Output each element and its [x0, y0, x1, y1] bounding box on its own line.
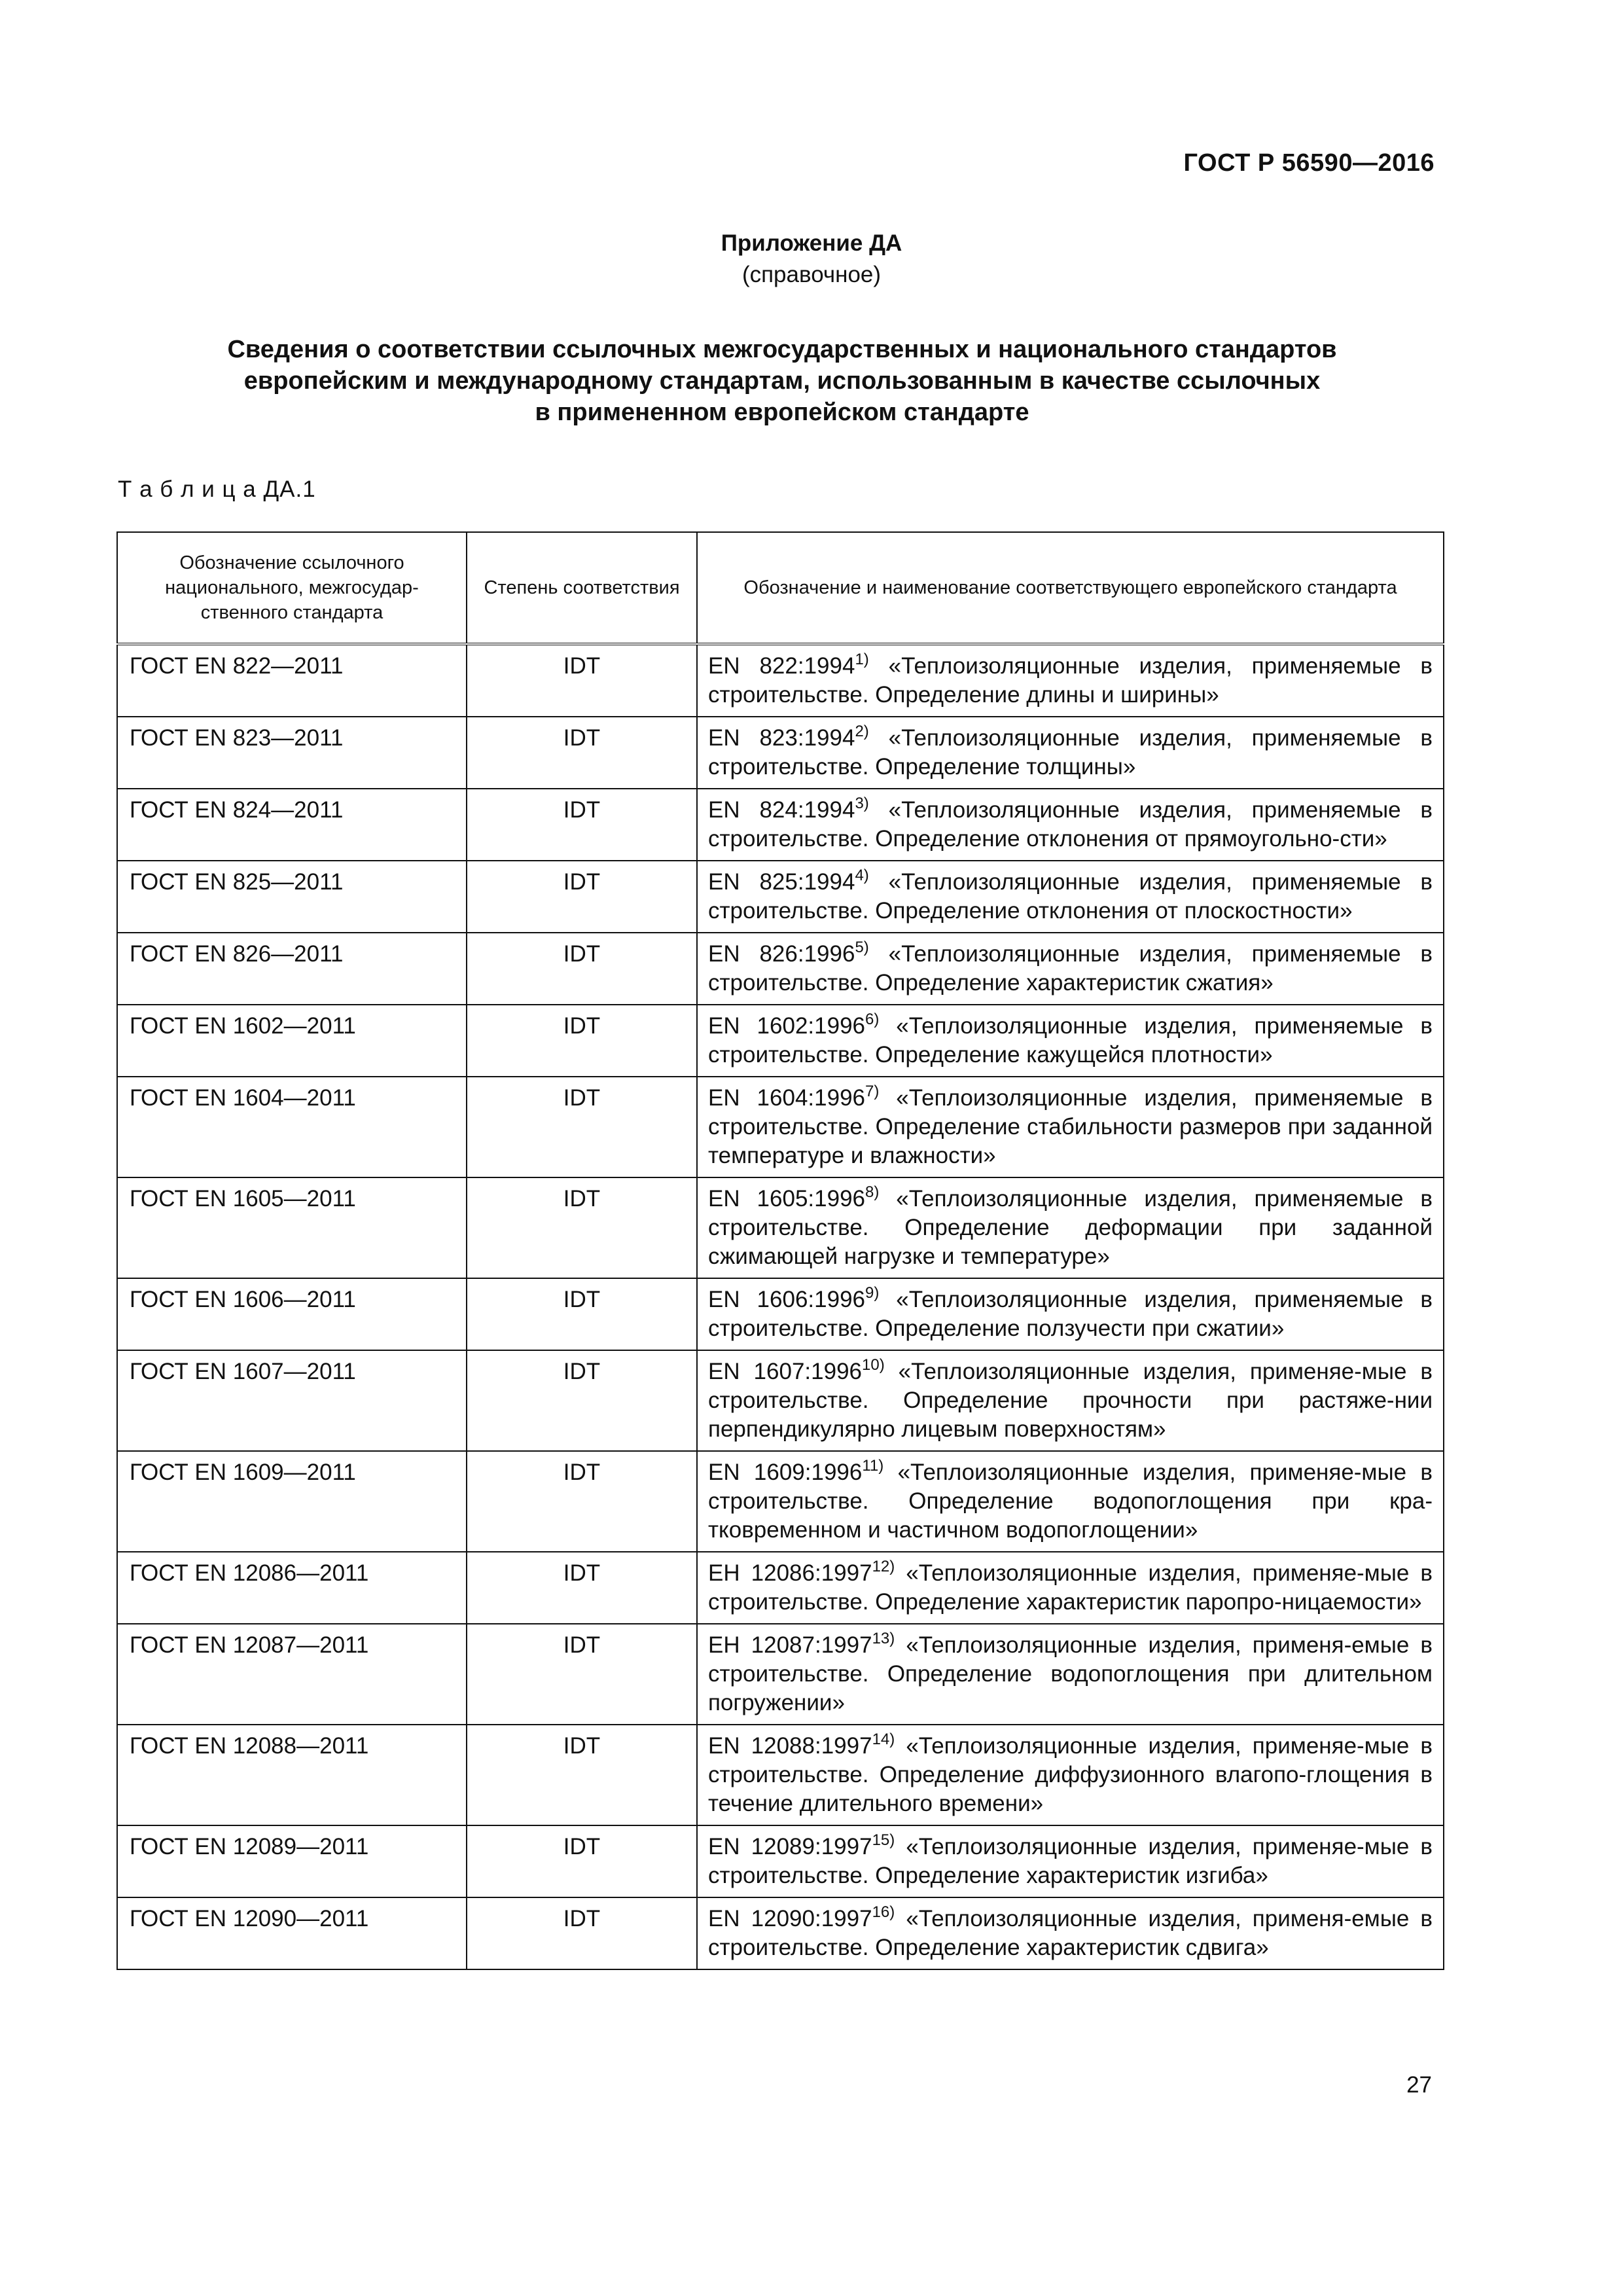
degree-cell: IDT [467, 1552, 697, 1624]
european-standard-ref: EN 824:1994 [708, 797, 855, 823]
degree-cell: IDT [467, 1278, 697, 1350]
degree-cell: IDT [467, 1725, 697, 1825]
degree-cell: IDT [467, 644, 697, 717]
national-standard-cell: ГОСТ EN 822—2011 [117, 644, 467, 717]
footnote-marker: 1) [855, 651, 869, 668]
heading-line-2: европейским и международному стандартам, использованным в качестве ссылочных [243, 367, 1321, 395]
european-standard-ref: EN 1607:1996 [708, 1359, 862, 1384]
european-standard-cell [697, 644, 1444, 717]
annex-heading [118, 334, 1446, 428]
european-standard-title: «Теплоизоляционные изделия, применя-емые в строительстве. Определение водопоглощения при длительном погружении» [708, 1632, 1433, 1715]
european-standard-title: «Теплоизоляционные изделия, применяе-мые в строительстве. Определение характеристик паропро-ницаемости» [708, 1560, 1433, 1615]
header-european-standard: Обозначение и наименование соответствующего европейского стандарта [697, 532, 1444, 644]
european-standard-ref: EN 1609:1996 [708, 1460, 863, 1485]
table-row [117, 1005, 1444, 1077]
table-row [117, 1177, 1444, 1278]
page-number: 27 [1406, 2072, 1432, 2098]
european-standard-cell [697, 1278, 1444, 1350]
footnote-marker: 6) [865, 1011, 880, 1028]
heading-line-1: Сведения о соответствии ссылочных межгосударственных и национального стандартов [227, 336, 1337, 363]
national-standard-cell: ГОСТ EN 12089—2011 [117, 1825, 467, 1897]
european-standard-cell [697, 1825, 1444, 1897]
table-row [117, 789, 1444, 861]
european-standard-cell [697, 1177, 1444, 1278]
footnote-marker: 3) [855, 795, 869, 812]
footnote-marker: 5) [855, 939, 869, 956]
degree-cell: IDT [467, 789, 697, 861]
european-standard-cell [697, 1552, 1444, 1624]
footnote-marker: 13) [872, 1630, 895, 1647]
european-standard-cell [697, 717, 1444, 789]
european-standard-title: «Теплоизоляционные изделия, применяемые в строительстве. Определение длины и ширины» [708, 653, 1433, 708]
european-standard-cell [697, 1897, 1444, 1969]
table-header-row [117, 532, 1444, 644]
document-id: ГОСТ Р 56590—2016 [1183, 149, 1435, 177]
table-row [117, 644, 1444, 717]
european-standard-ref: EN 823:1994 [708, 725, 855, 751]
national-standard-cell: ГОСТ EN 1609—2011 [117, 1451, 467, 1552]
degree-cell: IDT [467, 861, 697, 933]
european-standard-cell [697, 861, 1444, 933]
table-row [117, 1725, 1444, 1825]
annex-type: (справочное) [741, 262, 882, 287]
degree-cell: IDT [467, 1005, 697, 1077]
european-standard-cell [697, 1005, 1444, 1077]
national-standard-cell: ГОСТ EN 12090—2011 [117, 1897, 467, 1969]
footnote-marker: 4) [855, 867, 869, 884]
footnote-marker: 15) [872, 1831, 895, 1849]
degree-cell: IDT [467, 1897, 697, 1969]
national-standard-cell: ГОСТ EN 12087—2011 [117, 1624, 467, 1725]
table-body [117, 644, 1444, 1969]
european-standard-ref: EN 1605:1996 [708, 1186, 865, 1211]
footnote-marker: 2) [855, 723, 869, 740]
european-standard-title: «Теплоизоляционные изделия, применяемые в строительстве. Определение деформации при заданной сжимающей нагрузке и температуре» [708, 1186, 1433, 1269]
header-degree: Степень соответствия [467, 532, 697, 644]
european-standard-title: «Теплоизоляционные изделия, применяемые в строительстве. Определение характеристик сжатия» [708, 941, 1433, 996]
european-standard-cell [697, 1077, 1444, 1177]
european-standard-title: «Теплоизоляционные изделия, применяе-мые в строительстве. Определение характеристик изгиба» [708, 1834, 1433, 1888]
european-standard-title: «Теплоизоляционные изделия, применяемые в строительстве. Определение толщины» [708, 725, 1433, 780]
table-row [117, 933, 1444, 1005]
heading-line-3: в примененном европейском стандарте [535, 399, 1029, 426]
national-standard-cell: ГОСТ EN 1606—2011 [117, 1278, 467, 1350]
european-standard-title: «Теплоизоляционные изделия, применяемые в строительстве. Определение ползучести при сжатии» [708, 1287, 1433, 1341]
table-caption: Т а б л и ц а ДА.1 [118, 476, 316, 502]
table-row [117, 1077, 1444, 1177]
european-standard-ref: EN 826:1996 [708, 941, 855, 967]
footnote-marker: 14) [872, 1731, 895, 1748]
table-row [117, 1825, 1444, 1897]
european-standard-ref: EN 1604:1996 [708, 1085, 865, 1111]
footnote-marker: 8) [865, 1183, 880, 1201]
table-row [117, 1278, 1444, 1350]
table-row [117, 1624, 1444, 1725]
table-row [117, 1552, 1444, 1624]
national-standard-cell: ГОСТ EN 825—2011 [117, 861, 467, 933]
degree-cell: IDT [467, 717, 697, 789]
standards-table [116, 531, 1444, 1970]
degree-cell: IDT [467, 1624, 697, 1725]
degree-cell: IDT [467, 933, 697, 1005]
national-standard-cell: ГОСТ EN 824—2011 [117, 789, 467, 861]
national-standard-cell: ГОСТ EN 1607—2011 [117, 1350, 467, 1451]
national-standard-cell: ГОСТ EN 826—2011 [117, 933, 467, 1005]
degree-cell: IDT [467, 1825, 697, 1897]
european-standard-cell [697, 1350, 1444, 1451]
header-national-standard: Обозначение ссылочного национального, межгосудар-ственного стандарта [117, 532, 467, 644]
european-standard-title: «Теплоизоляционные изделия, применяемые в строительстве. Определение отклонения от плоскостности» [708, 869, 1433, 924]
european-standard-ref: ЕН 12086:1997 [708, 1560, 872, 1586]
european-standard-title: «Теплоизоляционные изделия, применяе-мые в строительстве. Определение водопоглощения при кра-тковременном и частичном водопоглощении» [708, 1460, 1433, 1543]
annex-title: Приложение ДА [721, 230, 902, 256]
european-standard-cell [697, 933, 1444, 1005]
footnote-marker: 16) [872, 1903, 895, 1921]
european-standard-title: «Теплоизоляционные изделия, применяемые в строительстве. Определение кажущейся плотности» [708, 1013, 1433, 1067]
national-standard-cell: ГОСТ EN 12086—2011 [117, 1552, 467, 1624]
european-standard-ref: EN 12088:1997 [708, 1733, 872, 1759]
european-standard-ref: EN 12090:1997 [708, 1906, 872, 1931]
european-standard-cell [697, 1624, 1444, 1725]
footnote-marker: 9) [865, 1284, 880, 1302]
national-standard-cell: ГОСТ EN 823—2011 [117, 717, 467, 789]
european-standard-ref: EN 825:1994 [708, 869, 855, 895]
table-row [117, 717, 1444, 789]
footnote-marker: 12) [872, 1558, 895, 1575]
degree-cell: IDT [467, 1177, 697, 1278]
european-standard-ref: ЕН 12087:1997 [708, 1632, 872, 1658]
footnote-marker: 10) [862, 1356, 885, 1374]
degree-cell: IDT [467, 1077, 697, 1177]
national-standard-cell: ГОСТ EN 1602—2011 [117, 1005, 467, 1077]
european-standard-ref: EN 12089:1997 [708, 1834, 872, 1859]
european-standard-ref: EN 1602:1996 [708, 1013, 865, 1039]
table-row [117, 1897, 1444, 1969]
european-standard-cell [697, 1725, 1444, 1825]
national-standard-cell: ГОСТ EN 12088—2011 [117, 1725, 467, 1825]
european-standard-cell [697, 1451, 1444, 1552]
footnote-marker: 7) [865, 1083, 880, 1100]
table-row [117, 1451, 1444, 1552]
european-standard-title: «Теплоизоляционные изделия, применя-емые в строительстве. Определение характеристик сдвига» [708, 1906, 1433, 1960]
european-standard-ref: EN 1606:1996 [708, 1287, 865, 1312]
table-row [117, 861, 1444, 933]
footnote-marker: 11) [862, 1457, 884, 1475]
european-standard-title: «Теплоизоляционные изделия, применяе-мые в строительстве. Определение диффузионного влагопо-глощения в течение длительного времени» [708, 1733, 1433, 1816]
national-standard-cell: ГОСТ EN 1604—2011 [117, 1077, 467, 1177]
european-standard-title: «Теплоизоляционные изделия, применяемые в строительстве. Определение стабильности размеров при заданной температуре и влажности» [708, 1085, 1433, 1168]
degree-cell: IDT [467, 1451, 697, 1552]
european-standard-title: «Теплоизоляционные изделия, применяе-мые в строительстве. Определение прочности при растяже-нии перпендикулярно лицевым поверхностям» [708, 1359, 1433, 1442]
table-row [117, 1350, 1444, 1451]
european-standard-ref: EN 822:1994 [708, 653, 855, 679]
annex-block [0, 228, 1623, 291]
european-standard-cell [697, 789, 1444, 861]
degree-cell: IDT [467, 1350, 697, 1451]
european-standard-title: «Теплоизоляционные изделия, применяемые в строительстве. Определение отклонения от прямоугольно-сти» [708, 797, 1433, 852]
national-standard-cell: ГОСТ EN 1605—2011 [117, 1177, 467, 1278]
